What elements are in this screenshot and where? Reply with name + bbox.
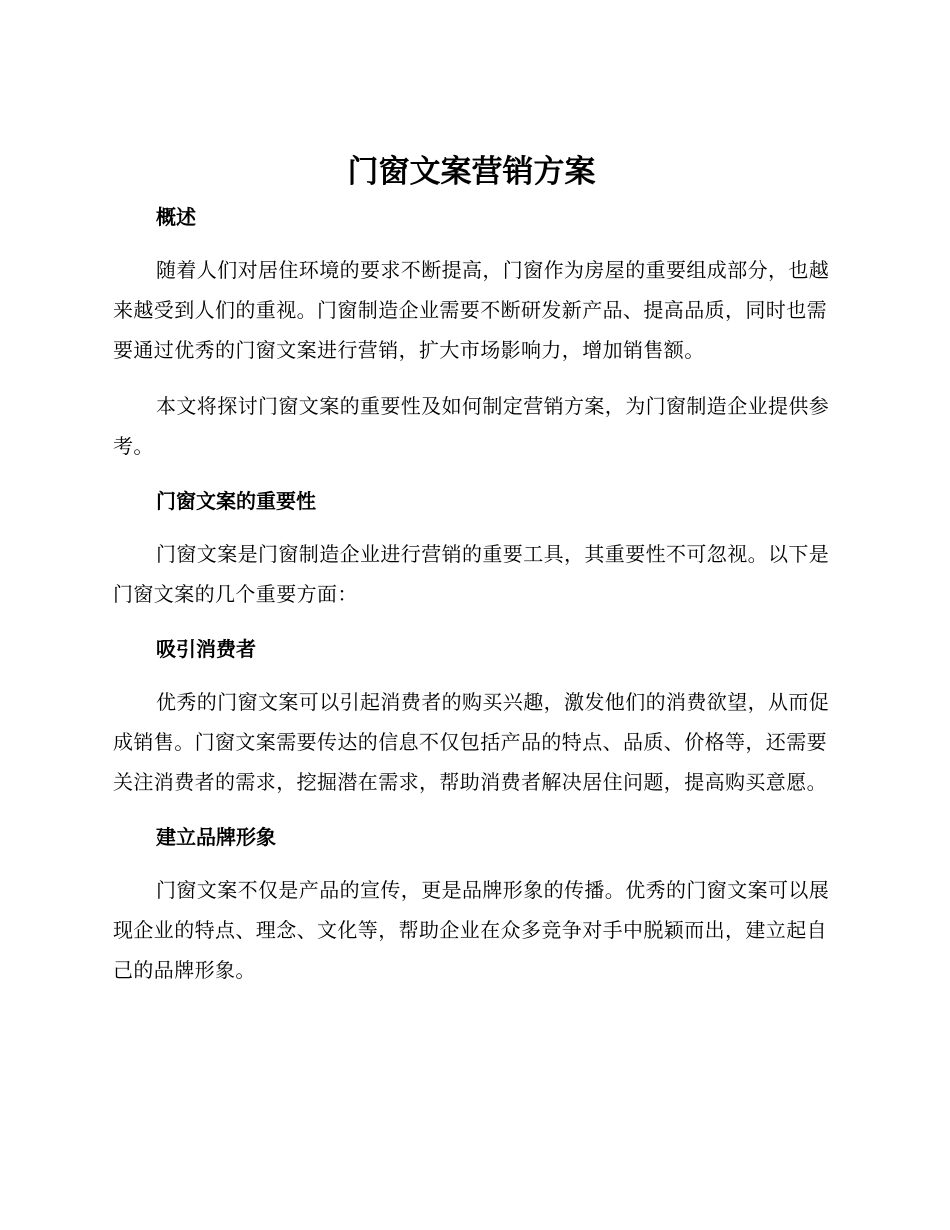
paragraph-attract-1: 优秀的门窗文案可以引起消费者的购买兴趣，激发他们的消费欲望，从而促成销售。门窗文案需要传达的信息不仅包括产品的特点、品质、价格等，还需要关注消费者的需求，挖掘潜在需求，帮助消费者解决居住问题，提高购买意愿。 — [113, 690, 830, 794]
section-heading-importance: 门窗文案的重要性 — [156, 489, 316, 513]
document-title: 门窗文案营销方案 — [347, 154, 596, 190]
paragraph-importance-1: 门窗文案是门窗制造企业进行营销的重要工具，其重要性不可忽视。以下是门窗文案的几个重要方面： — [113, 542, 830, 606]
section-heading-overview: 概述 — [156, 205, 196, 229]
section-heading-brand: 建立品牌形象 — [156, 825, 276, 849]
paragraph-overview-1: 随着人们对居住环境的要求不断提高，门窗作为房屋的重要组成部分，也越来越受到人们的重视。门窗制造企业需要不断研发新产品、提高品质，同时也需要通过优秀的门窗文案进行营销，扩大市场影响力，增加销售额。 — [113, 258, 830, 362]
section-heading-attract: 吸引消费者 — [156, 637, 256, 661]
paragraph-brand-1: 门窗文案不仅是产品的宣传，更是品牌形象的传播。优秀的门窗文案可以展现企业的特点、理念、文化等，帮助企业在众多竞争对手中脱颖而出，建立起自己的品牌形象。 — [113, 878, 830, 982]
paragraph-overview-2: 本文将探讨门窗文案的重要性及如何制定营销方案，为门窗制造企业提供参考。 — [113, 394, 830, 458]
